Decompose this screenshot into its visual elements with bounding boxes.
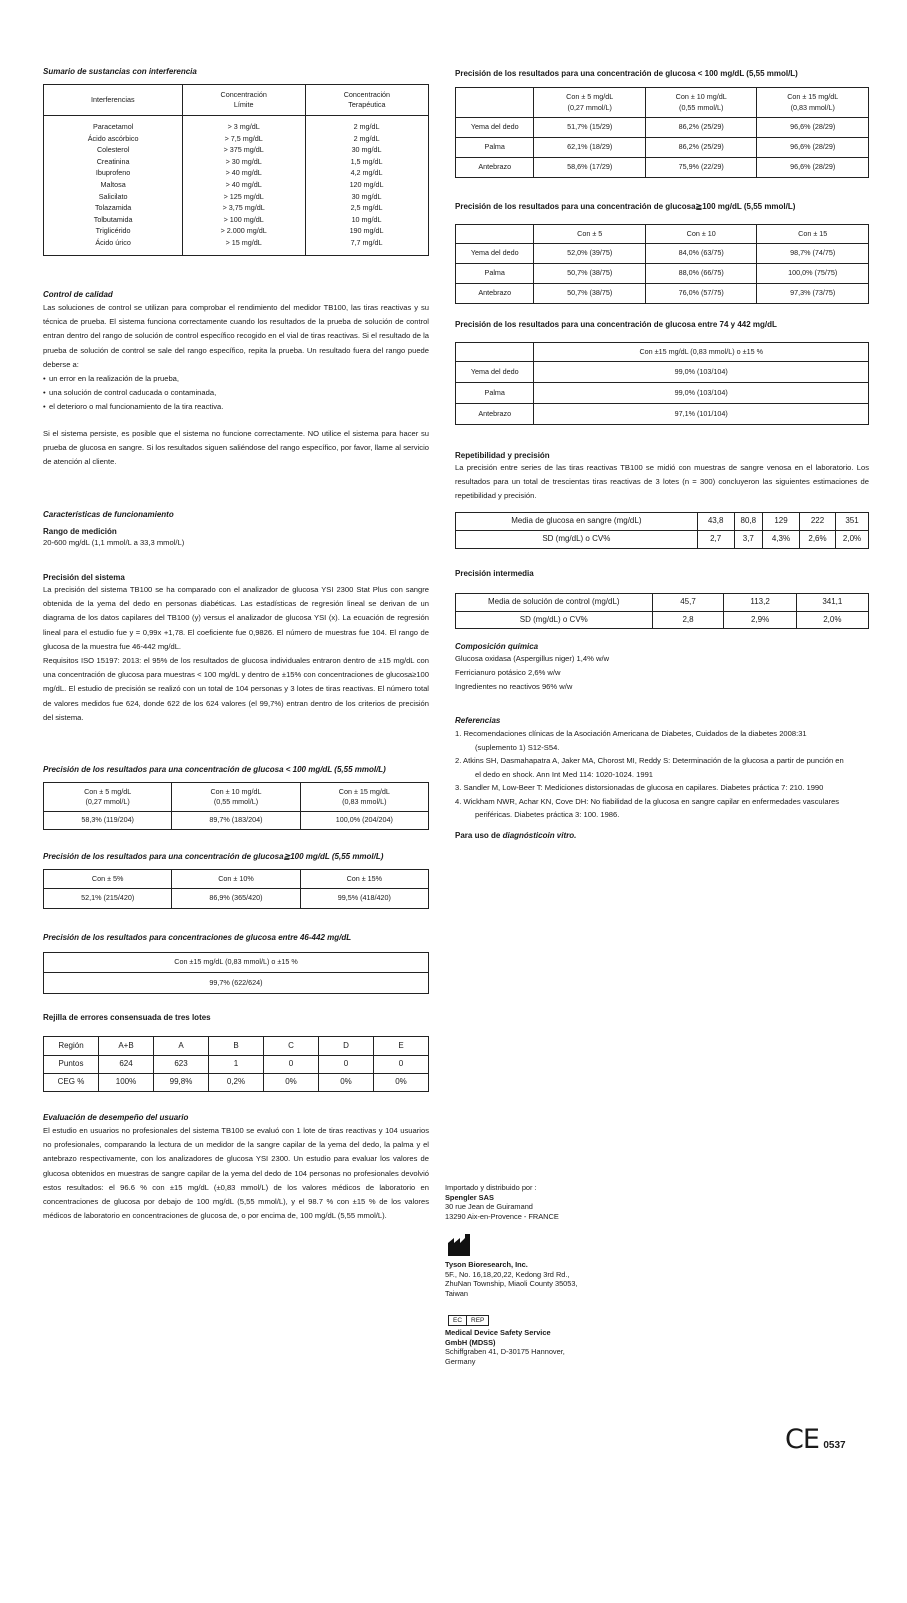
table-cell: 58,6% (17/29) [534,158,646,178]
table-cell: 86,2% (25/29) [645,138,757,158]
table-cell: > 2.000 mg/dL [220,226,267,236]
table-row [44,133,428,145]
table-cell: 75,9% (22/29) [645,158,757,178]
table-row [44,121,428,133]
table-cell: Creatinina [96,156,130,166]
table-cell: 98,7% (74/75) [757,244,869,264]
range-left-title: Precisión de los resultados para concentraciones de glucosa entre 46-442 mg/dL [43,933,352,942]
range-left-table [43,952,429,994]
table-cell: > 100 mg/dL [223,214,264,224]
refs-section [455,716,869,840]
ce-logo: CE [785,1424,819,1455]
error-grid-section [43,1013,429,1092]
importer-address: 13290 Aix-en-Provence - FRANCE [445,1211,559,1221]
table-cell: Palma [456,264,534,284]
table-row [44,202,428,214]
table-cell: 80,8 [734,512,762,530]
ecrep-name: Medical Device Safety Service [445,1328,551,1337]
system-precision-section [43,573,429,725]
interference-table [43,84,429,256]
ce-number: 0537 [823,1440,846,1451]
quality-paragraph: Las soluciones de control se utilizan para comprobar el rendimiento del medidor TB100, las tiras reactivas y su técnica de prueba. El sistema funciona correctamente cuando los resultados de la prueba de solución de control entran dentro del rango de solución de control específico recogido en el vial de tiras reactivas. Si el resultado de la prueba de solución de control se sale del rango específico, repita la prueba. Un resultado fuera del rango puede deberse a: [43,303,429,369]
quality-paragraph-2: Si el sistema persiste, es posible que el sistema no funcione correctamente. NO utilice el sistema para hacer su prueba de glucosa en sangre. Si los resultados siguen saliéndose del rango específico, por favor, llame al servicio de atención al cliente. [43,429,429,467]
table-cell: 2,0% [836,530,869,548]
lt100-right-table [455,87,869,178]
table-cell: Yema del dedo [456,362,534,383]
list-item: • un error en la realización de la prueba, [43,372,429,386]
table-cell: Yema del dedo [456,244,534,264]
table-cell: 99,0% (103/104) [534,362,869,383]
manufacturer-address: Taiwan [445,1288,469,1298]
table-cell: 0% [264,1074,319,1092]
table-cell: Media de glucosa en sangre (mg/dL) [456,512,698,530]
table-row [44,167,428,179]
table-cell: > 40 mg/dL [225,168,262,178]
table-cell: 51,7% (15/29) [534,118,646,138]
table-cell: 10 mg/dL [351,214,382,224]
system-precision-paragraph-2: Requisitos ISO 15197: 2013: el 95% de los resultados de glucosa individuales entraron dentro de ±15 mg/dL con una concentración de glucosa para muestras < 100 mg/dL y dentro de ±15% con concentraciones de glucosa≥100 mg/dL. El estudio de precisión se realizó con un total de 104 personas y 3 lotes de tiras reactivas. El número total de valores medidos fue 624, donde 622 de los 624 valores (el 99,7%) entran dentro de los criterios de precisión del sistema. [43,656,429,722]
table-header [456,343,534,362]
table-cell: 341,1 [796,594,868,612]
performance-title: Características de funcionamiento [43,510,174,519]
range-right-table [455,342,869,425]
table-cell: 4,2 mg/dL [350,168,383,178]
lt100-right-title: Precisión de los resultados para una concentración de glucosa < 100 mg/dL (5,55 mmol/L) [455,69,798,78]
table-cell: Maltosa [100,179,126,189]
table-cell: D [319,1037,374,1056]
table-cell: 99,5% (418/420) [300,889,428,909]
table-cell: > 3,75 mg/dL [222,203,265,213]
table-cell: Media de solución de control (mg/dL) [456,594,653,612]
table-cell: Puntos [44,1056,99,1074]
table-cell: 2,9% [724,612,796,629]
error-grid-table [43,1036,429,1092]
range-right-title: Precisión de los resultados para una concentración de glucosa entre 74 y 442 mg/dL [455,320,777,329]
table-cell: 351 [836,512,869,530]
table-cell: 30 mg/dL [351,191,382,201]
ge100-left-section [43,852,429,909]
table-cell: 76,0% (57/75) [645,284,757,304]
table-cell: 222 [799,512,835,530]
table-cell: Antebrazo [456,284,534,304]
table-cell: > 7,5 mg/dL [224,133,263,143]
table-cell: 50,7% (38/75) [534,264,646,284]
table-header: Con ± 10 [645,225,757,244]
lt100-right-section [455,69,869,178]
manufacturer-address: 5F., No. 16,18,20,22, Kedong 3rd Rd., [445,1269,570,1279]
ec-rep-symbol [448,1309,869,1327]
table-cell: 1 [209,1056,264,1074]
repeat-table [455,512,869,549]
table-cell: 100,0% (204/204) [300,812,428,830]
table-cell: 0% [319,1074,374,1092]
table-cell: 43,8 [697,512,734,530]
range-title: Rango de medición [43,527,117,536]
importer-label: Importado y distribuido por : [445,1183,537,1192]
table-cell: 2,8 [652,612,724,629]
list-item: 4. Wickham NWR, Achar KN, Cove DH: No fiabilidad de la glucosa en sangre capilar en enfermedades vasculares periféricas. Diabetes práctica 3: 100. 1986. [455,796,840,819]
table-cell: 100,0% (75/75) [757,264,869,284]
table-cell: 2,0% [796,612,868,629]
table-header: Con ± 5 mg/dL (0,27 mmol/L) [44,783,172,812]
table-header [456,88,534,118]
chem-section [455,642,869,695]
table-cell: 62,1% (18/29) [534,138,646,158]
quality-title: Control de calidad [43,290,113,299]
table-cell: Ácido ascórbico [87,133,139,143]
table-header: Con ± 10 mg/dL (0,55 mmol/L) [645,88,757,118]
table-row [44,237,428,249]
range-text: 20-600 mg/dL (1,1 mmol/L a 33,3 mmol/L) [43,538,185,547]
table-cell: Salicilato [98,191,128,201]
table-row [44,144,428,156]
table-cell: 129 [763,512,800,530]
performance-section [43,510,429,550]
refs-list [455,727,847,822]
table-cell: 2,6% [799,530,835,548]
lt100-left-section [43,765,429,830]
list-item: 2. Atkins SH, Dasmahapatra A, Jaker MA, Chorost MI, Reddy S: Determinación de la glucosa a partir de punción en el dedo en shock. Ann Int Med 114: 1020-1024. 1991 [455,756,844,779]
diagnostic-italic: diagnósticoin vitro. [502,830,577,840]
quality-bullets [43,372,429,414]
column-divider [182,116,183,255]
table-row [44,214,428,226]
table-cell: 89,7% (183/204) [172,812,300,830]
table-cell: A [154,1037,209,1056]
manufacturer-address: ZhuNan Township, Miaoli County 35053, [445,1279,578,1289]
table-cell: 190 mg/dL [349,226,384,236]
interference-title: Sumario de sustancias con interferencia [43,67,197,76]
table-header: Con ± 15% [300,870,428,889]
system-precision-title: Precisión del sistema [43,573,125,582]
table-cell: Antebrazo [456,158,534,178]
table-cell: > 30 mg/dL [225,156,262,166]
table-header: Con ±15 mg/dL (0,83 mmol/L) o ±15 % [534,343,869,362]
table-cell: 623 [154,1056,209,1074]
table-cell: 0 [374,1056,429,1074]
table-header: Con ± 15 mg/dL (0,83 mmol/L) [757,88,869,118]
table-cell: 7,7 mg/dL [350,237,383,247]
table-cell: 30 mg/dL [351,145,382,155]
importer-address: 30 rue Jean de Guiramand [445,1202,533,1212]
table-row [44,156,428,168]
table-cell: E [374,1037,429,1056]
table-cell: 86,2% (25/29) [645,118,757,138]
table-cell: B [209,1037,264,1056]
column-divider [305,116,306,255]
table-cell: 99,0% (103/104) [534,383,869,404]
ge100-left-title: Precisión de los resultados para una concentración de glucosa≧100 mg/dL (5,55 mmol/L) [43,852,384,861]
factory-icon [448,1234,478,1258]
table-cell: 100% [99,1074,154,1092]
table-cell: 96,6% (28/29) [757,138,869,158]
table-cell: 2,7 [697,530,734,548]
table-cell: 0,2% [209,1074,264,1092]
table-cell: CEG % [44,1074,99,1092]
refs-title: Referencias [455,716,501,725]
intermediate-title: Precisión intermedia [455,569,534,578]
rep-label: REP [466,1315,489,1326]
table-cell: 4,3% [763,530,800,548]
table-header: Concentración Límite [182,85,305,116]
ecrep-address: Germany [445,1356,476,1366]
table-header: Con ± 5 [534,225,646,244]
table-cell: 99,8% [154,1074,209,1092]
user-eval-section [43,1113,429,1223]
range-left-section [43,933,429,994]
chem-line: Ferricianuro potásico 2,6% w/w [455,668,561,678]
range-right-section [455,320,869,425]
chem-line: Glucosa oxidasa (Aspergillus niger) 1,4% w/w [455,654,610,663]
list-item: • el deterioro o mal funcionamiento de la tira reactiva. [43,400,429,414]
interference-section [43,67,429,256]
table-cell: Triglicérido [95,226,131,236]
table-cell: 99,7% (622/624) [44,973,429,994]
table-header: Con ±15 mg/dL (0,83 mmol/L) o ±15 % [44,953,429,973]
table-cell: Tolbutamida [93,214,133,224]
table-cell: 88,0% (66/75) [645,264,757,284]
table-cell: 2 mg/dL [353,122,380,131]
ce-mark [785,1424,869,1455]
quality-section [43,290,429,470]
table-cell: 0% [374,1074,429,1092]
table-cell: > 375 mg/dL [223,145,264,155]
list-item: • una solución de control caducada o contaminada, [43,386,429,400]
table-cell: 2,5 mg/dL [350,203,383,213]
table-cell: 2 mg/dL [353,133,380,143]
table-cell: > 40 mg/dL [225,179,262,189]
table-cell: A+B [99,1037,154,1056]
table-row [44,179,428,191]
table-header: Con ± 15 [757,225,869,244]
table-cell: 113,2 [724,594,796,612]
list-item: 1. Recomendaciones clínicas de la Asociación Americana de Diabetes, Cuidados de la diabetes 2008:31 (suplemento 1) S12-S54. [455,729,807,752]
table-cell: 52,0% (39/75) [534,244,646,264]
table-header: Concentración Terapéutica [305,85,428,116]
list-item: 3. Sandler M, Low-Beer T: Mediciones distorsionadas de glucosa en capilares. Diabetes práctica 7: 210. 1990 [455,783,824,792]
table-cell: 1,5 mg/dL [350,156,383,166]
interference-body [44,116,429,256]
table-header: Con ± 15 mg/dL (0,83 mmol/L) [300,783,428,812]
table-cell: Palma [456,138,534,158]
table-cell: 624 [99,1056,154,1074]
intermediate-section [455,569,869,629]
chem-line: Ingredientes no reactivos 96% w/w [455,682,573,692]
table-cell: Antebrazo [456,404,534,425]
table-cell: 0 [264,1056,319,1074]
lt100-left-table [43,782,429,830]
table-cell: 45,7 [652,594,724,612]
table-cell: Palma [456,383,534,404]
table-header: Con ± 5 mg/dL (0,27 mmol/L) [534,88,646,118]
table-row [44,225,428,237]
table-cell: Tolazamida [94,203,132,213]
repeat-section [455,451,869,549]
ecrep-address: Schiffgraben 41, D-30175 Hannover, [445,1347,565,1357]
table-header [456,225,534,244]
importer-block [445,1183,869,1221]
table-cell: > 125 mg/dL [223,191,264,201]
lt100-left-title: Precisión de los resultados para una concentración de glucosa < 100 mg/dL (5,55 mmol/L) [43,765,386,774]
table-cell: C [264,1037,319,1056]
ec-label: EC [448,1315,467,1326]
table-cell: 0 [319,1056,374,1074]
table-cell: SD (mg/dL) o CV% [456,530,698,548]
error-grid-title: Rejilla de errores consensuada de tres lotes [43,1013,211,1022]
repeat-paragraph: La precisión entre series de las tiras reactivas TB100 se midió con muestras de sangre venosa en el laboratorio. Los resultados para un total de trescientas tiras reactivas de 3 lotes (n = 300) concluyeron las siguientes estimaciones de repetibilidad y precisión. [455,463,869,501]
ge100-right-table [455,224,869,304]
table-cell: 97,3% (73/75) [757,284,869,304]
manufacturer-block [445,1260,869,1298]
table-header: Con ± 10 mg/dL (0,55 mmol/L) [172,783,300,812]
diagnostic-note [455,831,869,840]
interference-rows [44,121,428,249]
table-cell: 84,0% (63/75) [645,244,757,264]
diagnostic-prefix: Para uso de [455,830,503,840]
table-cell: Ácido úrico [95,237,131,247]
ge100-right-section [455,202,869,304]
user-eval-title: Evaluación de desempeño del usuario [43,1113,189,1122]
table-cell: 50,7% (38/75) [534,284,646,304]
table-cell: Ibuprofeno [95,168,131,178]
table-cell: 86,9% (365/420) [172,889,300,909]
ecrep-block [445,1328,869,1366]
table-cell: 3,7 [734,530,762,548]
table-cell: Colesterol [96,145,130,155]
ecrep-name: GmbH (MDSS) [445,1337,496,1347]
table-cell: 96,6% (28/29) [757,158,869,178]
system-precision-paragraph: La precisión del sistema TB100 se ha comparado con el analizador de glucosa YSI 2300 Stat Plus con sangre obtenida de la yema del dedo en personas diabéticas. Las estadísticas de regresión lineal se derivan de un diagrama de los datos capilares del TB100 (y) versus el analizador de glucosa YSI (x). La ecuación de regresión lineal para el estudio fue y = 0,99x +1,78. El coeficiente fue 0,9826. El número de muestras fue 104. El rango de glucosa de la muestra fue 46-442 mg/dL. [43,585,429,651]
intermediate-table [455,593,869,629]
table-cell: > 15 mg/dL [225,237,262,247]
table-header: Con ± 5% [44,870,172,889]
table-header: Con ± 10% [172,870,300,889]
table-cell: Región [44,1037,99,1056]
table-cell: 52,1% (215/420) [44,889,172,909]
table-cell: Paracetamol [92,122,134,131]
manufacturer-name: Tyson Bioresearch, Inc. [445,1260,528,1269]
table-cell: SD (mg/dL) o CV% [456,612,653,629]
table-cell: 120 mg/dL [349,179,384,189]
table-header: Interferencias [44,85,183,116]
chem-title: Composición química [455,642,539,651]
table-cell: 58,3% (119/204) [44,812,172,830]
table-cell: 97,1% (101/104) [534,404,869,425]
table-row [44,191,428,203]
ge100-left-table [43,869,429,909]
ge100-right-title: Precisión de los resultados para una concentración de glucosa≧100 mg/dL (5,55 mmol/L) [455,202,796,211]
importer-name: Spengler SAS [445,1192,494,1202]
repeat-title: Repetibilidad y precisión [455,451,550,460]
table-cell: > 3 mg/dL [227,122,260,131]
table-cell: Yema del dedo [456,118,534,138]
table-cell: 96,6% (28/29) [757,118,869,138]
user-eval-paragraph: El estudio en usuarios no profesionales del sistema TB100 se evaluó con 1 lote de tiras reactivas y 104 usuarios no profesionales, comparando la lectura de un medidor de la sangre capilar de la yema del dedo, la palma y el antebrazo respectivamente, con los analizadores de glucosa YSI 2300. Un estudio para evaluar los valores de glucosa obtenidos en muestras de sangre capilar de la yema del dedo de 104 personas no profesionales devolvió estos resultados: el 96.6 % con ±15 mg/dL (±0,83 mmol/L) de los valores médicos de laboratorio en concentraciones de glucosa por debajo de 100 mg/dL (5,55 mmol/L), y el 98.7 % con ±15 % de los valores médicos de laboratorio en concentraciones de glucosa de, o por encima de, 100 mg/dL (5,55 mmol/L). [43,1126,429,1221]
